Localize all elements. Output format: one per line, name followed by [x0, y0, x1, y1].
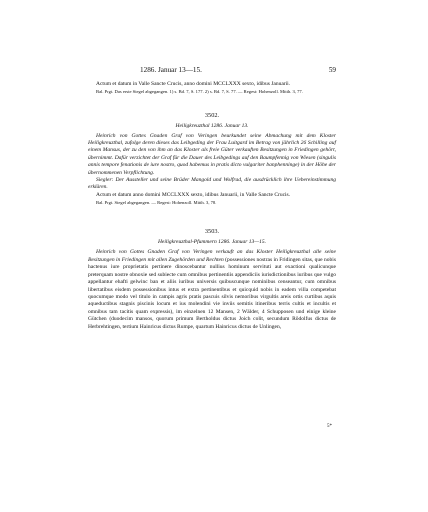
doc1-regest: Heinrich von Gottes Gnaden Graf von Veringen beurkundet seine Abmachung mit dem Kloster Heiligkreuzthal, zufolge deren dieses das Leibgeding der Frau Luitgard im Betrag von jährlich 26 Schilling auf einem Mansus, der zu den von ihm an das Kloster als freie Güter verkauften Besitzungen in Friedingen gehört, übernimmt. Dafür verzichtet der Graf für die Dauer des Leibgedings auf den Baumpfennig von Wiesen (singulis annis tempore fenationis de iure nostro, quod habemus in pratis dicto vulgariter banphenninge) in der Höhe der übernommenen Verpflichtung.: [88, 132, 336, 176]
running-header: [88, 66, 336, 78]
doc2-heading: Heiligkreuzthal-Pfummern 1286. Januar 13—15.: [157, 239, 267, 246]
page-number: 59: [328, 66, 336, 74]
folio-mark: 5*: [327, 424, 332, 429]
top-footnote: Bal. Prgt. Das erste Siegel abgegangen. 1) s. Bd. 7, S. 177. 2) s. Bd. 7, S. 77. — Regest: Hohenzoll. Mitth. 3, 77.: [96, 89, 303, 95]
doc1-footnote: Bal. Prgt. Siegel abgegangen. — Regest: Hohenzoll. Mitth. 3, 78.: [96, 200, 217, 206]
doc1-actum: Actum et datum anno domini MCCLXXX sexto, idibus Januarii, in Valle Sancte Crucis.: [96, 191, 291, 198]
doc2-number: 3503.: [204, 228, 220, 236]
top-actum: Actum et datum in Valle Sancte Crucis, anno domini MCCLXXX sexto, idibus Januarii.: [96, 81, 291, 87]
doc2-body: [88, 249, 336, 330]
doc1-witnesses: Siegler: Der Aussteller und seine Brüder Mangold und Wolfrad, die ausdrücklich ihre Uebereinstimmung erklären.: [88, 177, 336, 191]
doc1-heading: Heiligkreuzthal 1286. Januar 13.: [175, 122, 249, 129]
doc2-text: (possessiones nostras in Fridingen sitas, que nobis hactenus iure proprietatis pertinere dinoscebantur nullius hominum servituti aut exactioni qualicunque preterquam nostre obnoxie sed subiecte cum omnibus pertinentiis appendiciis iurisdictionibus iuribus que vulgo appellantur ehafti gelwinc ban et aliis iuribus universis quibuscunque nominibus censeantur, cum omnibus libertatibus eisdem possessionibus intus et extra pertinentibus et quicquid nobis in eadem villa competebat quocumque modo vel titulo in campis agris pratis pascuis silvis nemoribus virgultis areis ortis curtibus aquis aqueductibus stagnis piscinis locum et ius molendini vie inviis semitis itineribus terris cultis et incultis et omnibus tam tacitis quam expressis), im einzelnen 12 Mansen, 2 Wälder, 4 Schupposen und einige kleine Gütchen (duodecim mansos, quorum primum Bertholdus dictus Joich colit, secundum Rôdolfus dictus de Herbrehtingen, tertium Hainricus dictus Rumpe, quartum Hainricus dictus de Unlingen,: [88, 256, 336, 330]
doc1-number: 3502.: [204, 111, 220, 119]
header-title: 1286. Januar 13—15.: [140, 66, 202, 74]
doc2-regest: Heinrich von Gottes Gnaden Graf von Veringen verkauft an das Kloster Heiligkreuzthal alle seine Besitzungen in Friedingen mit allen Zugehörden und Rechten: [88, 249, 336, 263]
page-body: [88, 81, 336, 331]
